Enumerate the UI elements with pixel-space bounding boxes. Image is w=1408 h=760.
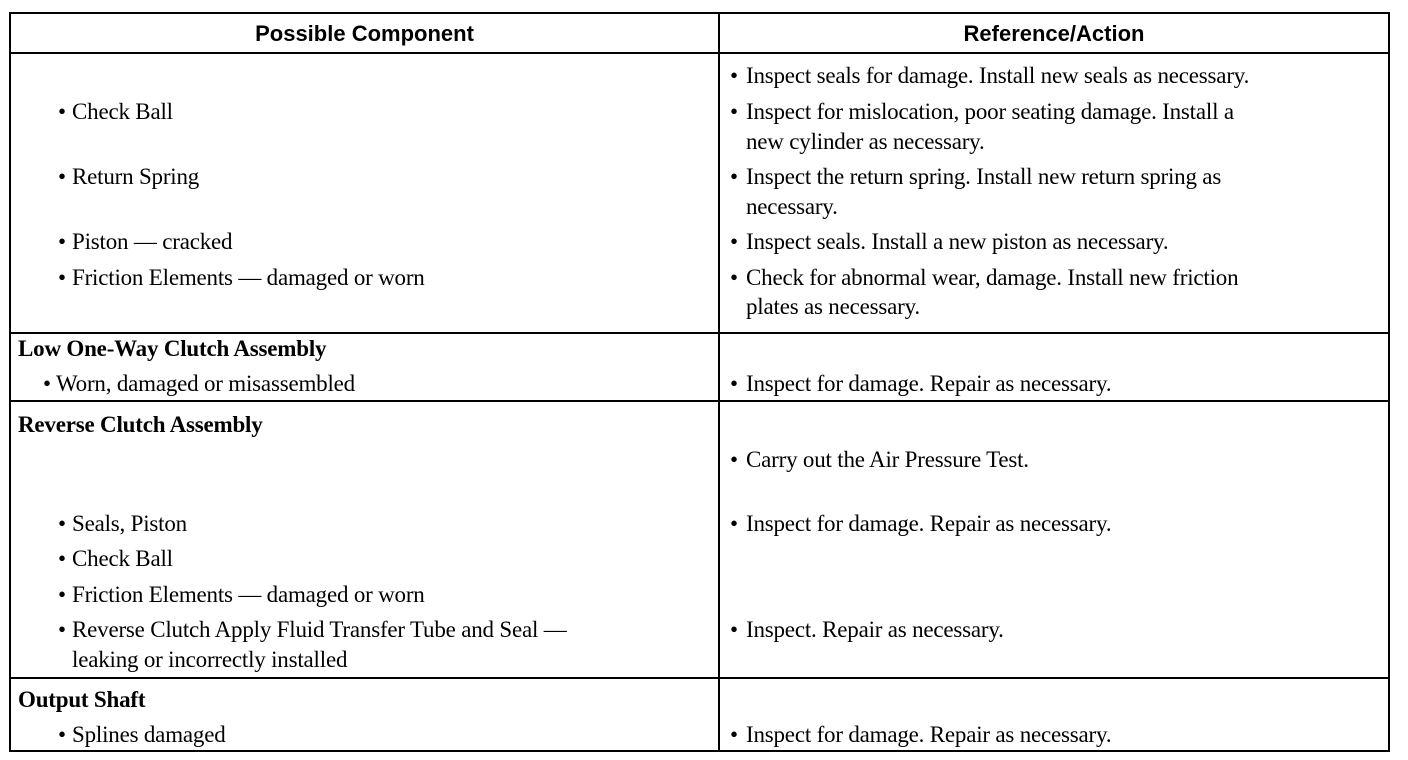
header-divider — [11, 52, 1388, 54]
component-item: Seals, Piston — [72, 511, 187, 536]
action-item-continued: necessary. — [746, 194, 838, 219]
action-item: Inspect for damage. Repair as necessary. — [746, 371, 1112, 396]
action-item: Inspect for damage. Repair as necessary. — [746, 511, 1112, 536]
bullet: • — [730, 511, 739, 536]
section-title: Low One-Way Clutch Assembly — [18, 336, 327, 361]
action-item: Inspect for mislocation, poor seating damage. Install a — [746, 99, 1234, 124]
action-item: Inspect for damage. Repair as necessary. — [746, 722, 1112, 747]
section-divider — [11, 400, 1388, 402]
action-item: Inspect. Repair as necessary. — [746, 617, 1004, 642]
bullet: • — [730, 99, 739, 124]
header-reference-action: Reference/Action — [963, 21, 1145, 46]
action-item: Inspect seals for damage. Install new seals as necessary. — [746, 63, 1250, 88]
bullet: • — [730, 617, 739, 642]
bullet: • — [730, 229, 739, 254]
component-item: Friction Elements — damaged or worn — [72, 582, 425, 607]
bullet: • — [730, 447, 739, 472]
bullet: • — [730, 164, 739, 189]
component-item: Splines damaged — [72, 722, 226, 747]
bullet: • — [58, 164, 67, 189]
bullet: • — [43, 371, 52, 396]
bullet: • — [58, 511, 67, 536]
bullet: • — [730, 371, 739, 396]
header-possible-component: Possible Component — [255, 21, 474, 46]
diagnosis-table — [9, 12, 1390, 752]
component-item: Check Ball — [72, 546, 173, 571]
component-item: Return Spring — [72, 164, 200, 189]
component-item-continued: leaking or incorrectly installed — [72, 647, 348, 672]
component-item: Friction Elements — damaged or worn — [72, 265, 425, 290]
bullet: • — [58, 99, 67, 124]
bullet: • — [730, 265, 739, 290]
bullet: • — [58, 229, 67, 254]
bullet: • — [58, 582, 67, 607]
component-item: Piston — cracked — [72, 229, 233, 254]
bullet: • — [58, 617, 67, 642]
bullet: • — [58, 722, 67, 747]
action-item: Check for abnormal wear, damage. Install new friction — [746, 265, 1239, 290]
component-item: Reverse Clutch Apply Fluid Transfer Tube and Seal — — [72, 617, 567, 642]
component-item: Check Ball — [72, 99, 173, 124]
action-item: Carry out the Air Pressure Test. — [746, 447, 1029, 472]
bullet: • — [730, 722, 739, 747]
action-item: Inspect seals. Install a new piston as necessary. — [746, 229, 1169, 254]
component-item: Worn, damaged or misassembled — [56, 371, 355, 396]
bullet: • — [730, 63, 739, 88]
action-item: Inspect the return spring. Install new return spring as — [746, 164, 1222, 189]
section-title: Output Shaft — [18, 687, 146, 712]
action-item-continued: new cylinder as necessary. — [746, 129, 985, 154]
bullet: • — [58, 265, 67, 290]
section-divider — [11, 677, 1388, 679]
bullet: • — [58, 546, 67, 571]
action-item-continued: plates as necessary. — [746, 294, 920, 319]
section-title: Reverse Clutch Assembly — [18, 412, 263, 437]
column-divider — [718, 14, 720, 750]
